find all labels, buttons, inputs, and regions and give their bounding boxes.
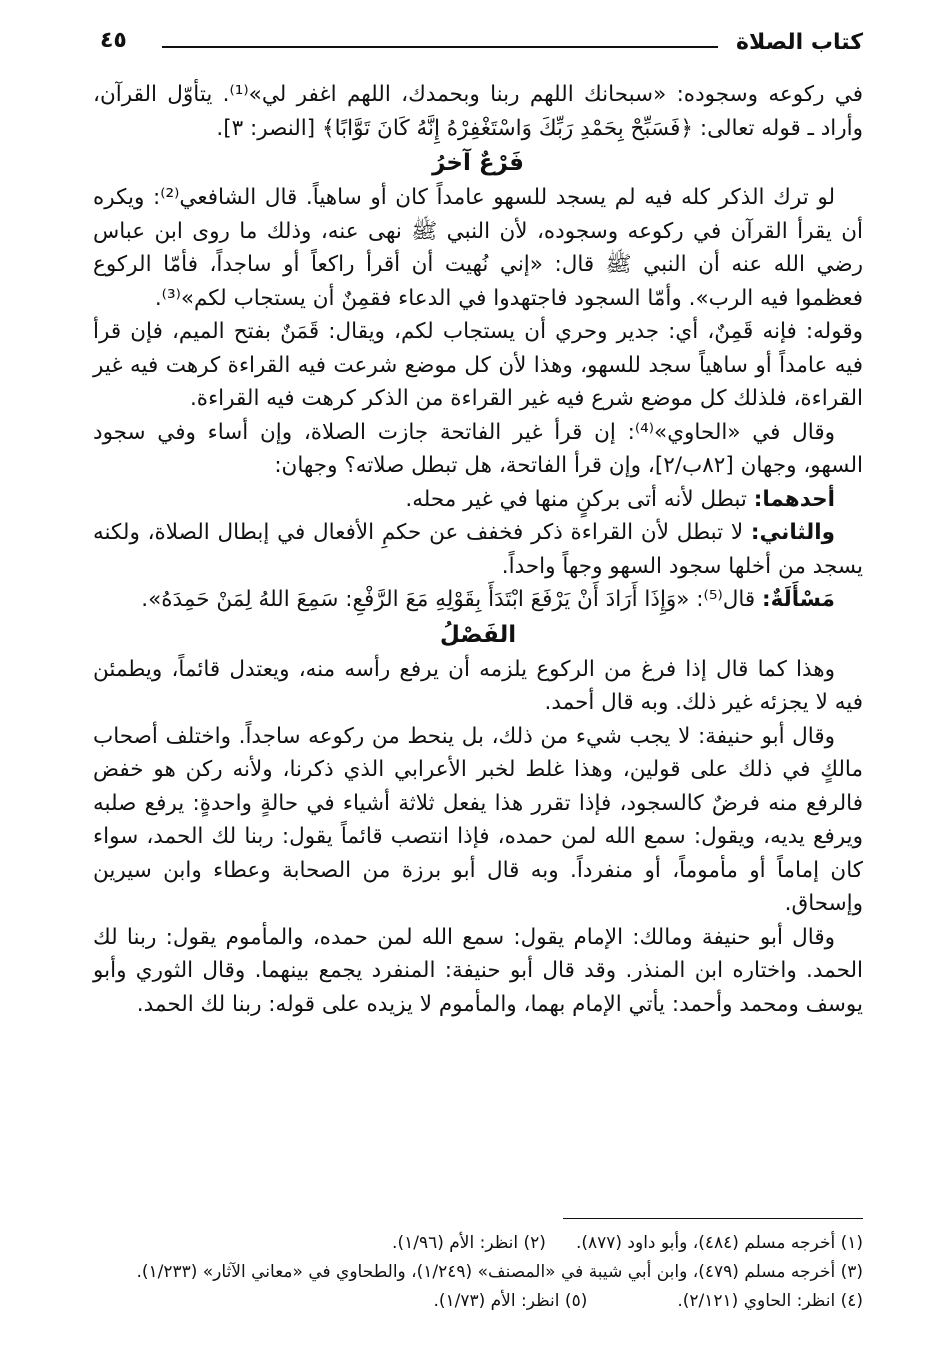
page-header <box>100 22 863 62</box>
paragraph: لو ترك الذكر كله فيه لم يسجد للسهو عامداً كان أو ساهياً. قال الشافعي⁽²⁾: ويكره أن يقرأ القرآن في ركوعه وسجوده، لأن النبي ﷺ نهى عنه، وذلك ما روى ابن عباس رضي الله عنه أن النبي ﷺ قال: «إني نُهيت أن أقرأ راكعاً أو ساجداً، فأمّا الركوع فعظموا فيه الرب». وأمّا السجود فاجتهدوا في الدعاء فقمِنٌ أن يستجاب لكم»⁽³⁾. <box>93 185 863 311</box>
header-rule <box>162 46 718 48</box>
paragraph: وقوله: فإنه قَمِنٌ، أي: جدير وحري أن يستجاب لكم، ويقال: قَمَنٌ بفتح الميم، فإن قرأ فيه عامداً أو ساهياً سجد للسهو، وهذا لأن كل موضع شرعت فيه القراءة كرهت فيه غير القراءة، فلذلك كل موضع شرع فيه غير القراءة من الذكر كرهت فيه القراءة. <box>93 319 863 411</box>
paragraph <box>93 516 863 583</box>
footnotes <box>93 1218 863 1316</box>
footnote-line <box>93 1229 863 1258</box>
footnote: (١) أخرجه مسلم (٤٨٤)، وأبو داود (٨٧٧). <box>575 1233 863 1253</box>
section-heading: فَرْعٌ آخرُ <box>432 150 524 176</box>
paragraph: وقال في «الحاوي»⁽⁴⁾: إن قرأ غير الفاتحة جازت الصلاة، وإن أساء وفي سجود السهو، وجهان [٨٢ب/٢]، وإن قرأ الفاتحة، هل تبطل صلاته؟ وجهان: <box>93 419 863 478</box>
footnote: (٤) انظر: الحاوي (٢/١٢١). <box>677 1291 863 1311</box>
footnote: (٥) انظر: الأم (١/٧٣). <box>433 1291 588 1311</box>
footnote-line <box>93 1258 863 1287</box>
paragraph-label: والثاني: <box>750 520 835 545</box>
paragraph <box>93 78 863 145</box>
paragraph <box>93 583 863 617</box>
footnote-line <box>93 1287 863 1316</box>
paragraph-text: قال⁽⁵⁾: «وَإِذَا أَرَادَ أَنْ يَرْفَعَ ابْتَدَأَ بِقَوْلِهِ مَعَ الرَّفْعِ: سَمِعَ اللهُ لِمَنْ حَمِدَهُ». <box>141 587 756 612</box>
verse-reference: [النصر: ٣]. <box>216 115 316 141</box>
main-text <box>93 78 863 1021</box>
paragraph: وهذا كما قال إذا فرغ من الركوع يلزمه أن يرفع رأسه منه، ويعتدل قائماً، ويطمئن فيه لا يجزئه غير ذلك. وبه قال أحمد. <box>93 656 863 715</box>
section-heading: الفَصْلُ <box>439 621 517 648</box>
footnote-separator <box>563 1218 863 1219</box>
running-title: كتاب الصلاة <box>736 30 863 55</box>
footnote: (٢) انظر: الأم (١/٩٦). <box>392 1233 546 1253</box>
page-number: ٤٥ <box>100 28 127 53</box>
paragraph-label: أحدهما: <box>753 486 835 512</box>
paragraph-text: في ركوعه وسجوده: «سبحانك اللهم ربنا وبحمدك، اللهم اغفر لي»⁽¹⁾. يتأوّل القرآن، وأراد ـ قوله تعالى: <box>93 82 863 141</box>
masala-label: مَسْأَلَةٌ: <box>762 587 835 612</box>
paragraph: وقال أبو حنيفة ومالك: الإمام يقول: سمع الله لمن حمده، والمأموم يقول: ربنا لك الحمد. واختاره ابن المنذر. وقد قال أبو حنيفة: المنفرد يجمع بينهما. وقال الثوري وأبو يوسف ومحمد وأحمد: يأتي الإمام بهما، والمأموم لا يزيده على قوله: ربنا لك الحمد. <box>93 924 863 1017</box>
footnote: (٣) أخرجه مسلم (٤٧٩)، وابن أبي شيبة في «المصنف» (١/٢٤٩)، والطحاوي في «معاني الآثار» (١/٢٣٣). <box>136 1262 863 1282</box>
paragraph-text: تبطل لأنه أتى بركنٍ منها في غير محله. <box>405 486 747 512</box>
paragraph-text: لا تبطل لأن القراءة ذكر فخفف عن حكمِ الأفعال في إبطال الصلاة، ولكنه يسجد من أخلها سجود السهو وجهاً واحداً. <box>93 520 863 579</box>
paragraph: وقال أبو حنيفة: لا يجب شيء من ذلك، بل ينحط من ركوعه ساجداً. واختلف أصحاب مالكٍ في ذلك على قولين، وهذا غلط لخبر الأعرابي الذي ذكرنا، ولأنه ركن هو خفض فالرفع منه فرضٌ كالسجود، فإذا تقرر هذا يفعل ثلاثة أشياء في حالةٍ واحدةٍ: يرفع صلبه ويرفع يديه، ويقول: سمع الله لمن حمده، فإذا انتصب قائماً يقول: ربنا لك الحمد، سواء كان إماماً أو مأموماً، أو منفرداً. وبه قال أبو برزة من الصحابة وعطاء وابن سيرين وإسحاق. <box>93 723 863 916</box>
paragraph <box>93 483 863 517</box>
quran-verse: ﴿فَسَبِّحْ بِحَمْدِ رَبِّكَ وَاسْتَغْفِرْهُ إِنَّهُ كَانَ تَوَّابًا﴾ <box>322 115 693 141</box>
